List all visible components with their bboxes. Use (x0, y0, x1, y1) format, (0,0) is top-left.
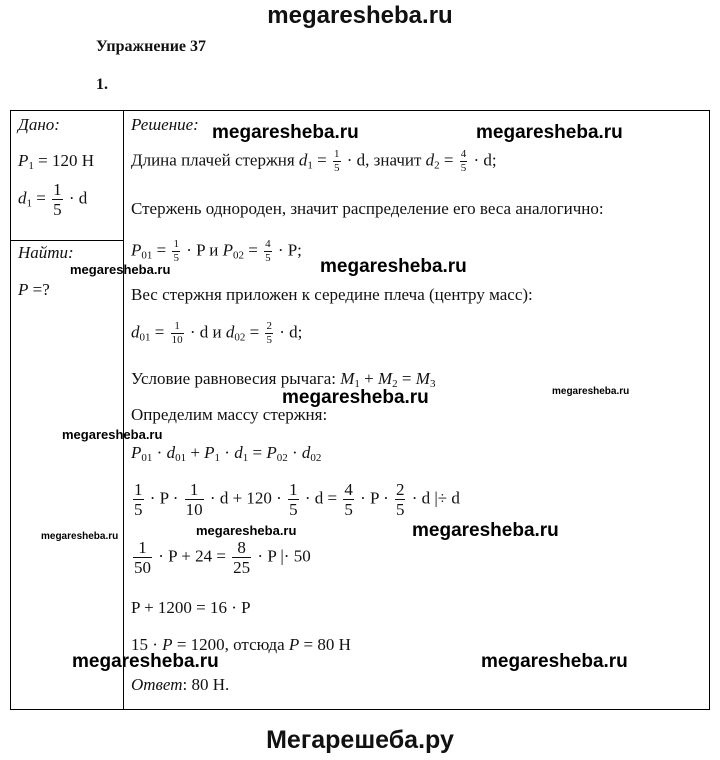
watermark: megaresheba.ru (552, 386, 630, 397)
solution-line-11: P + 1200 = 16 · P (131, 598, 251, 617)
find-p: P =? (18, 280, 50, 299)
watermark: megaresheba.ru (412, 520, 559, 541)
given-p1: $P_1 = 120$ Н (18, 151, 95, 172)
watermark: megaresheba.ru (212, 122, 359, 143)
column-divider (123, 111, 124, 709)
solution-line-1: Длина плачей стержня $d_1$ = $\frac{1}{5}$ · d, значит $d_2$ = $\frac{4}{5}$ · d; (131, 148, 497, 174)
solution-line-8: $P_{01} \cdot d_{01} + P_1 \cdot d_1 = P_{02} \cdot d_{02}$ (131, 443, 322, 464)
solution-line-12: 15 · P = 1200, отсюда P = 80 Н (131, 635, 351, 654)
watermark: megaresheba.ru (476, 122, 623, 143)
watermark: megaresheba.ru (320, 256, 467, 277)
solution-line-2: Стержень однороден, значит распределение его веса аналогично: (131, 199, 604, 218)
solution-line-4: Вес стержня приложен к середине плеча (центру масс): (131, 285, 533, 304)
find-label: Найти: (18, 243, 74, 262)
exercise-title: Упражнение 37 (96, 38, 207, 55)
solution-table (10, 110, 710, 710)
watermark: megaresheba.ru (72, 651, 219, 672)
answer-line: Ответ: 80 Н. (131, 675, 230, 694)
solution-line-3: $P_{01}$ = $\frac{1}{5}$ · P и $P_{02}$ = $\frac{4}{5}$ · P; (131, 238, 302, 264)
watermark: megaresheba.ru (196, 523, 297, 538)
watermark: megaresheba.ru (481, 651, 628, 672)
solution-label: Решение: (131, 115, 199, 134)
footer-title: Мегарешеба.ру (266, 726, 454, 754)
given-d1: $d_1$ = $\frac{1}{5}$ · d (18, 180, 88, 219)
solution-line-6: Условие равновесия рычага: $M_1 + M_2 = M_3$ (131, 369, 436, 390)
solution-line-7: Определим массу стержня: (131, 405, 328, 424)
watermark: megaresheba.ru (282, 387, 429, 408)
watermark: megaresheba.ru (41, 531, 119, 542)
task-number: 1. (96, 76, 108, 93)
given-label: Дано: (18, 115, 60, 134)
solution-line-10: $\frac{1}{50}$ · P + 24 = $\frac{8}{25}$ · P |· 50 (134, 538, 311, 577)
solution-line-5: $d_{01}$ = $\frac{1}{10}$ · d и $d_{02}$ = $\frac{2}{5}$ · d; (131, 320, 303, 346)
watermark: megaresheba.ru (62, 427, 163, 442)
site-title: megaresheba.ru (267, 2, 453, 29)
watermark: megaresheba.ru (70, 262, 171, 277)
solution-line-9: $\frac{1}{5}$ · P · $\frac{1}{10}$ · d + 120 · $\frac{1}{5}$ · d = $\frac{4}{5}$ · P · $\frac{2}{5}$ · d |÷ d (134, 480, 460, 519)
given-find-divider (11, 240, 123, 241)
